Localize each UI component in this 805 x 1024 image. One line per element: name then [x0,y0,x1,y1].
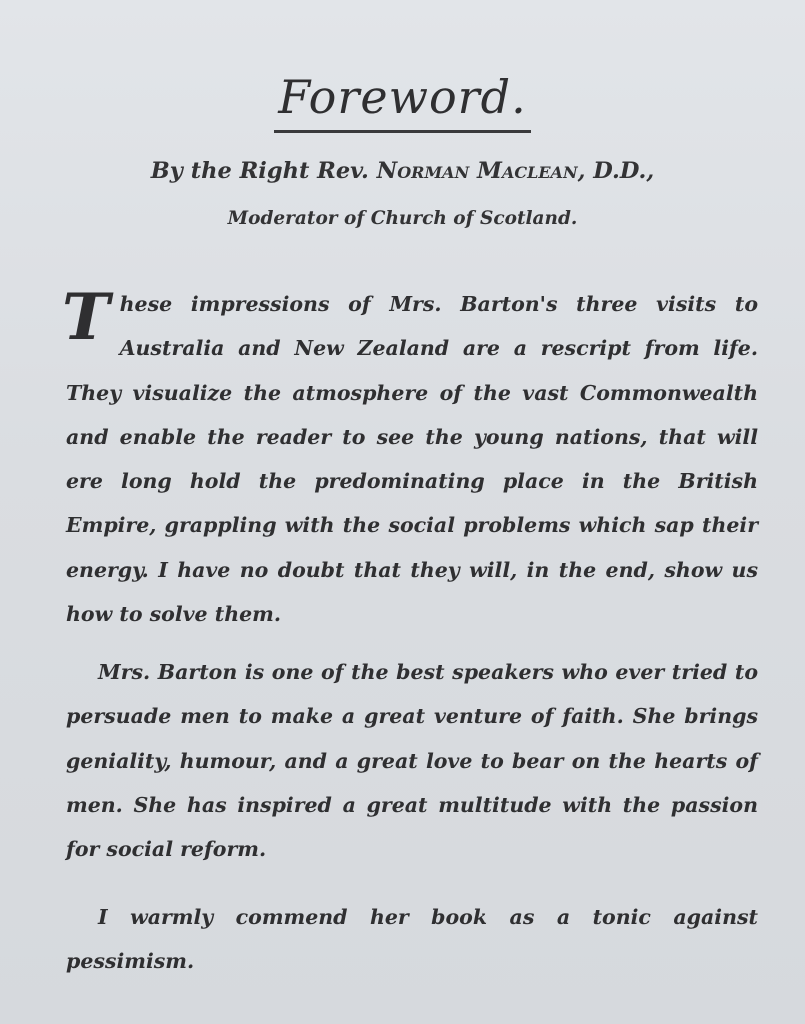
title-block [0,40,805,164]
paragraph-1 [62,280,758,636]
byline-prefix: By the Right Rev. [150,158,377,184]
author-title: Moderator of Church of Scotland. [227,208,578,229]
page-title: Foreword. [274,71,530,133]
paragraph-1-text: hese impressions of Mrs. Barton's three visits to Australia and New Zealand are a rescript from life. They visualize the atmosphere of the vast Commonwealth and enable the reader to see the young nations, that will ere long hold the predominating place in the British Empire, grappling with the social problems which sap their energy. I have no doubt that they will, in the end, show us how to solve them. [66,292,758,627]
author-byline [0,158,805,184]
paragraph-2: Mrs. Barton is one of the best speakers who ever tried to persuade men to make a great venture of faith. She brings geniality, humour, and a great love to bear on the hearts of men. She has inspired a great multitude with the passion for social reform. [66,660,758,862]
drop-cap: T [62,280,110,355]
paragraph-3: I warmly commend her book as a tonic against pessimism. [66,905,758,974]
byline-suffix: , D.D., [577,158,655,184]
author-name: Norman Maclean [376,158,578,184]
